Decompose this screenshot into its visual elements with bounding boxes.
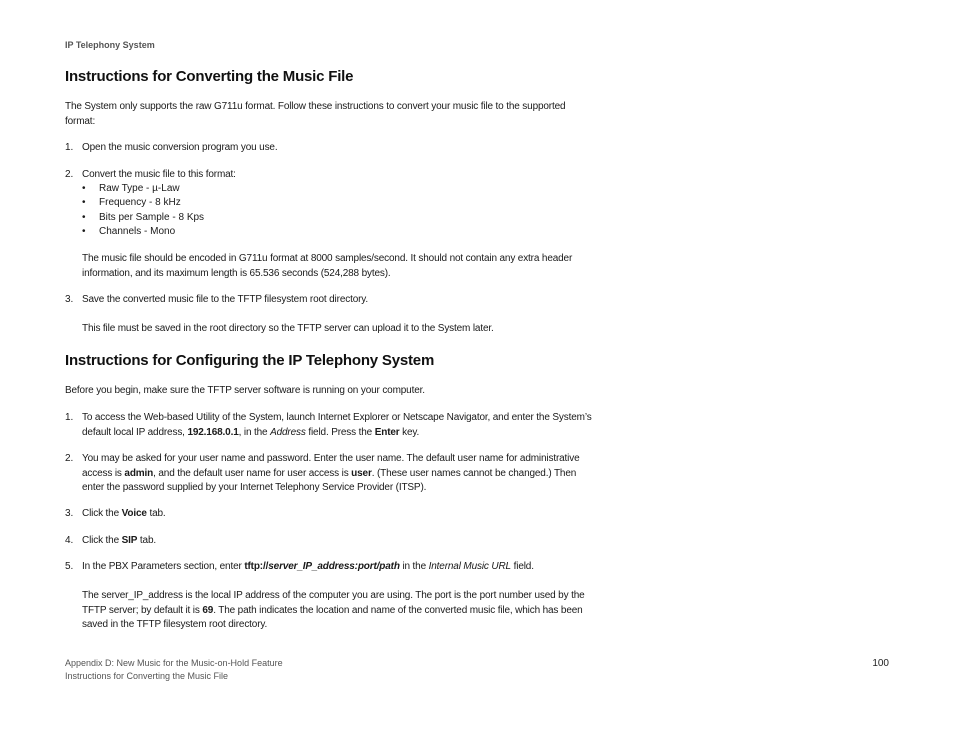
step-text: Open the music conversion program you use. — [82, 142, 278, 153]
format-bullet: • Bits per Sample - 8 Kps — [82, 212, 205, 223]
section-title-configuring: Instructions for Configuring the IP Telephony System — [65, 352, 435, 369]
step-text: Save the converted music file to the TFTP filesystem root directory. — [82, 294, 369, 305]
footer-section: Instructions for Converting the Music File — [65, 671, 229, 681]
step-text: You may be asked for your user name and password. Enter the user name. The default user name for administrative access is admin, and the default user name for user access is user. (These user names cannot be changed.) Then enter the password supplied by your Internet Telephony Service Provider (ITSP). — [82, 453, 580, 494]
step-number: 3. — [65, 294, 74, 305]
format-bullet: • Frequency - 8 kHz — [82, 197, 181, 208]
running-header: IP Telephony System — [65, 40, 155, 50]
page-number: 100 — [872, 658, 889, 669]
step-number: 4. — [65, 535, 74, 546]
step-number: 1. — [65, 142, 74, 153]
page-footer — [65, 657, 283, 683]
step-text: Convert the music file to this format: — [82, 169, 236, 180]
step-text: To access the Web-based Utility of the System, launch Internet Explorer or Netscape Navigator, and enter the System’s default local IP address, 192.168.0.1, in the Address field. Press the Enter key. — [82, 412, 592, 438]
footer-appendix: Appendix D: New Music for the Music-on-Hold Feature — [65, 658, 283, 668]
step-note: This file must be saved in the root directory so the TFTP server can upload it to the System later. — [82, 323, 494, 334]
step-text: In the PBX Parameters section, enter tftp://server_IP_address:port/path in the Internal Music URL field. — [82, 561, 534, 572]
step-text: Click the SIP tab. — [82, 535, 157, 546]
section1-intro: The System only supports the raw G711u format. Follow these instructions to convert your music file to the supported format: — [65, 101, 566, 127]
step-number: 5. — [65, 561, 74, 572]
format-bullet: • Channels - Mono — [82, 226, 176, 237]
step-number: 3. — [65, 508, 74, 519]
section-title-converting: Instructions for Converting the Music File — [65, 68, 354, 85]
step-note: The server_IP_address is the local IP address of the computer you are using. The port is the port number used by the TFTP server; by default it is 69. The path indicates the location and name of the converted music file, which has been saved in the TFTP filesystem root directory. — [82, 590, 585, 631]
format-bullet: • Raw Type - µ-Law — [82, 183, 180, 194]
step-text: Click the Voice tab. — [82, 508, 166, 519]
section2-intro: Before you begin, make sure the TFTP server software is running on your computer. — [65, 385, 425, 396]
step-number: 2. — [65, 453, 74, 464]
step-number: 2. — [65, 169, 74, 180]
step-note: The music file should be encoded in G711u format at 8000 samples/second. It should not contain any extra header information, and its maximum length is 65.536 seconds (524,288 bytes). — [82, 253, 573, 279]
step-number: 1. — [65, 412, 74, 423]
